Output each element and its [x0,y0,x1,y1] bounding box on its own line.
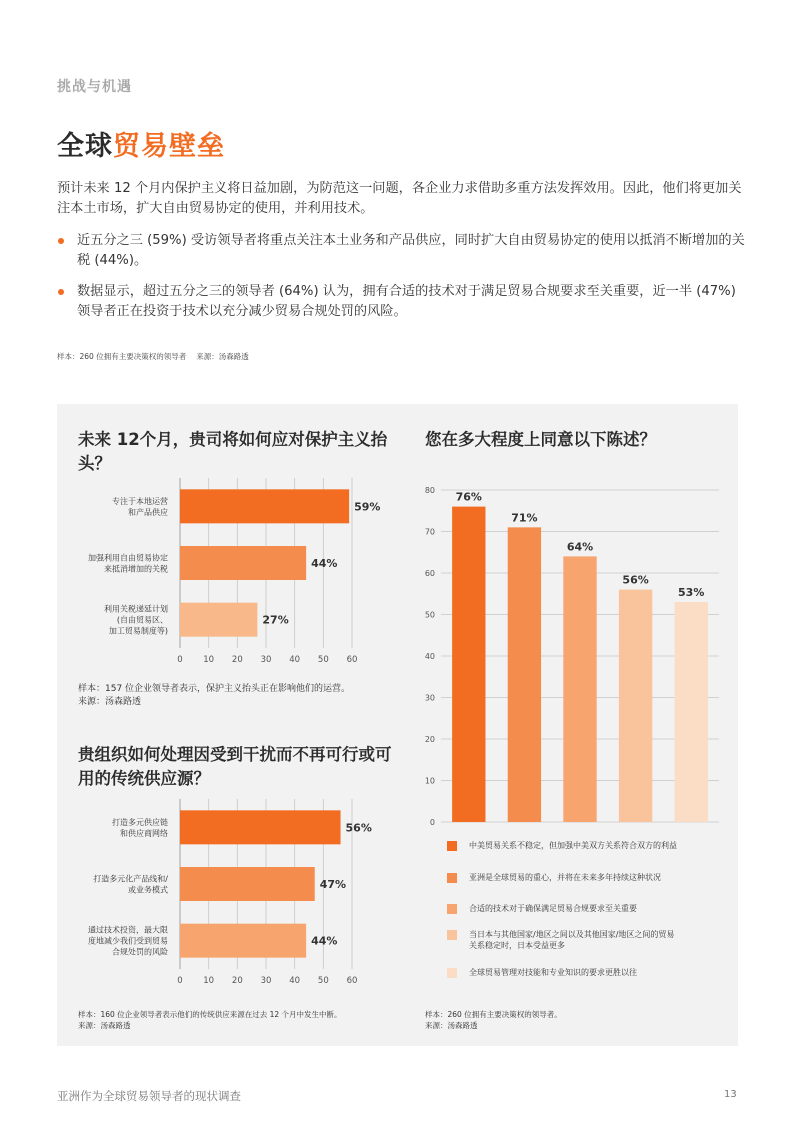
chart2-category-label: 度地减少我们受到贸易 [88,936,168,946]
chart1-value-label: 44% [311,557,338,570]
chart3-bar [508,527,541,822]
key-finding-item: 数据显示，超过五分之三的领导者 (64%) 认为，拥有合适的技术对于满足贸易合规要求至关重要，近一半 (47%) 领导者正在投资于技术以充分减少贸易合规处罚的风险。 [57,282,747,322]
chart3-y-tick-label: 60 [424,569,435,578]
chart2-x-tick-label: 0 [177,976,183,986]
chart3-legend-swatch [447,841,457,851]
chart3-value-label: 56% [622,573,649,587]
chart3-legend-label: 亚洲是全球贸易的重心，并将在未来多年持续这种状况 [469,873,661,882]
chart2-bar [180,810,341,844]
chart2-x-tick-label: 50 [317,976,329,986]
chart3-legend-item [447,929,737,951]
key-finding-item: 近五分之三 (59%) 受访领导者将重点关注本土业务和产品供应，同时扩大自由贸易协定的使用以抵消不断增加的关税 (44%)。 [57,231,747,271]
chart3-legend-label: 当日本与其他国家/地区之间以及其他国家/地区之间的贸易 [469,930,675,939]
section-label: 挑战与机遇 [57,79,132,95]
chart2-title: 贵组织如何处理因受到干扰而不再可行或可用的传统供应源？ [78,745,392,788]
intro-paragraph: 预计未来 12 个月内保护主义将日益加剧，为防范这一问题，各企业力求借助多重方法发挥效用。因此，他们将更加关注本土市场，扩大自由贸易协定的使用，并利用技术。 [57,181,742,216]
top-sample-text: 样本：260 位拥有主要决策权的领导者 [57,352,187,361]
chart1-bar [180,546,306,580]
chart3-note-line: 来源：汤森路透 [425,1021,478,1030]
chart3-value-label: 76% [455,490,482,504]
chart1-bar [180,603,257,637]
chart3-y-tick-label: 20 [424,735,435,744]
chart1-x-tick-label: 10 [203,655,215,665]
chart1-bar [180,489,349,523]
chart2-bar [180,867,315,901]
chart2-x-tick-label: 10 [203,976,215,986]
chart2-note-line: 样本：160 位企业领导者表示他们的传统供应来源在过去 12 个月中发生中断。 [78,1010,342,1019]
chart3-note [425,1009,725,1031]
page-title-prefix: 全球 [57,131,113,162]
chart3-legend-label: 中美贸易关系不稳定，但加强中美双方关系符合双方的利益 [469,841,677,850]
chart3-bar [675,602,708,822]
chart2-note-line: 来源：汤森路透 [78,1021,131,1030]
chart2-svg [60,795,400,993]
chart2-value-label: 44% [311,934,338,948]
chart3-y-tick-label: 80 [424,486,435,495]
chart1-category-label: (自由贸易区、 [116,615,168,625]
page-title [57,124,225,163]
chart1-category-label: 加工贸易制度等) [108,626,168,636]
chart2-x-tick-label: 30 [260,976,272,986]
chart1-x-tick-label: 50 [317,655,329,665]
chart1-category-label: 加强利用自由贸易协定 [88,553,168,563]
chart3-bar [452,507,485,822]
chart3-legend-swatch [447,968,457,978]
chart3-legend-swatch [447,904,457,914]
chart1-x-tick-label: 40 [289,655,301,665]
chart3-y-tick-label: 10 [424,776,435,786]
chart3-y-tick-label: 30 [424,693,435,703]
chart3-bar [619,590,652,822]
top-source-note [57,351,259,362]
chart3-svg [415,476,725,832]
chart1-value-label: 27% [262,613,289,627]
chart1-note [78,683,408,709]
chart1-note-line: 来源：汤森路透 [78,697,142,707]
chart3-legend-item [447,872,737,883]
chart3-legend-label: 关系稳定时，日本受益更多 [469,941,565,950]
footer-report-title: 亚洲作为全球贸易领导者的现状调查 [57,1089,241,1103]
chart3-y-tick-label: 40 [424,652,435,661]
chart3-legend-swatch [447,930,457,940]
chart1-category-label: 和产品供应 [128,507,168,517]
chart3-legend-swatch [447,873,457,883]
chart2-x-tick-label: 40 [289,976,301,986]
chart3-value-label: 53% [678,586,705,600]
page-number: 13 [724,1089,737,1100]
key-findings-list [57,231,747,333]
chart1-category-label: 利用关税递延计划 [104,604,168,614]
chart2-value-label: 47% [319,878,347,891]
chart2-category-label: 合规处罚的风险 [112,947,168,957]
chart2-category-label: 和供应商网络 [120,828,168,838]
chart2-x-tick-label: 20 [231,976,243,986]
chart3-title: 您在多大程度上同意以下陈述？ [425,430,656,449]
chart3-y-tick-label: 0 [429,818,435,827]
chart3-y-tick-label: 70 [424,527,435,537]
chart1-x-tick-label: 30 [260,655,272,665]
chart2-bar [180,924,306,958]
chart3-note-line: 样本：260 位拥有主要决策权的领导者。 [425,1010,562,1019]
chart1-category-label: 来抵消增加的关税 [104,564,168,574]
chart2-category-label: 打造多元化产品线和/ [93,874,168,884]
chart3-legend-item [447,967,737,978]
chart1-svg [60,474,400,670]
chart3-value-label: 64% [566,540,594,554]
chart2-category-label: 打造多元供应链 [112,817,168,827]
chart2-category-label: 或业务模式 [128,885,168,895]
chart3-bar [563,556,596,822]
page-title-accent: 贸易壁垒 [113,131,225,162]
chart3-legend-label: 合适的技术对于确保满足贸易合规要求至关重要 [469,904,637,913]
chart2-note [78,1009,408,1031]
chart1-x-tick-label: 60 [346,655,358,665]
chart1-title: 未来 12个月，贵司将如何应对保护主义抬头？ [78,430,388,473]
chart3-y-tick-label: 50 [424,610,435,620]
chart2-category-label: 通过技术投资，最大限 [88,925,168,935]
chart3-value-label: 71% [511,511,538,525]
chart1-value-label: 59% [354,500,381,514]
chart3-legend-label: 全球贸易管理对技能和专业知识的要求更胜以往 [469,968,637,977]
chart2-x-tick-label: 60 [346,976,358,986]
chart1-category-label: 专注于本地运营 [112,496,168,506]
chart3-legend-item [447,840,737,851]
chart1-note-line: 样本：157 位企业领导者表示，保护主义抬头正在影响他们的运营。 [78,684,351,694]
chart1-x-tick-label: 0 [177,655,183,665]
chart2-value-label: 56% [345,821,372,835]
chart3-legend-item [447,903,737,914]
chart1-x-tick-label: 20 [231,655,243,665]
top-source-text: 来源：汤森路透 [196,352,249,361]
